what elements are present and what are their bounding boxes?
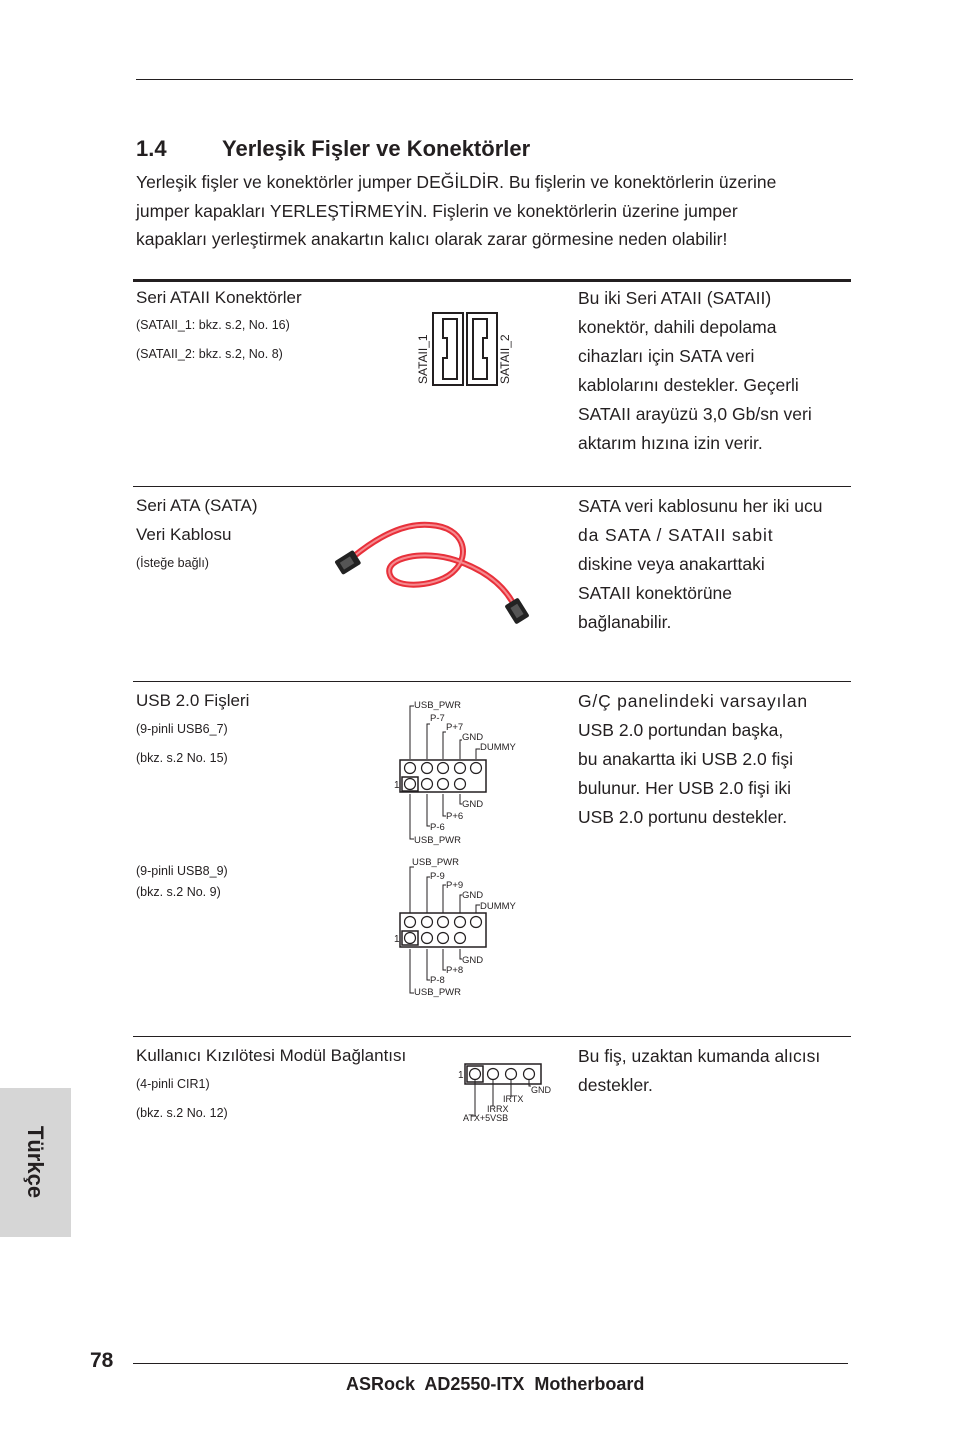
usb-note: (bkz. s.2 No. 9) bbox=[136, 885, 221, 899]
sata-connector-diagram bbox=[405, 310, 515, 390]
sata-note-2: (SATAII_2: bkz. s.2, No. 8) bbox=[136, 347, 283, 361]
language-tab bbox=[0, 1088, 71, 1237]
footer-rule bbox=[133, 1363, 848, 1364]
pin-label: IRRX bbox=[487, 1104, 509, 1114]
pin-label: IRTX bbox=[503, 1094, 524, 1104]
sata-title: Seri ATAII Konektörler bbox=[136, 288, 302, 307]
desc-line: SATAII konektörüne bbox=[578, 582, 733, 603]
pin-label: DUMMY bbox=[480, 901, 516, 912]
pin-label: DUMMY bbox=[480, 742, 516, 753]
cir-description bbox=[578, 1042, 853, 1100]
sataii-2-connector-icon bbox=[467, 313, 497, 385]
usb67-header-diagram bbox=[390, 694, 530, 849]
cable-title bbox=[136, 492, 258, 549]
row-divider bbox=[133, 681, 851, 682]
pin-label: USB_PWR bbox=[414, 700, 461, 711]
cir-note: (bkz. s.2 No. 12) bbox=[136, 1106, 228, 1120]
top-rule bbox=[136, 79, 853, 80]
desc-line: USB 2.0 portundan başka, bbox=[578, 719, 784, 740]
usb-title: USB 2.0 Fişleri bbox=[136, 691, 250, 710]
desc-line: USB 2.0 portunu destekler. bbox=[578, 806, 788, 827]
cir-title: Kullanıcı Kızılötesi Modül Bağlantısı bbox=[136, 1046, 407, 1065]
usb-note: (9-pinli USB8_9) bbox=[136, 864, 228, 878]
usb-note: (9-pinli USB6_7) bbox=[136, 722, 228, 736]
desc-line: konektör, dahili depolama bbox=[578, 316, 777, 337]
cir-header-diagram bbox=[455, 1060, 555, 1128]
page-number: 78 bbox=[90, 1349, 114, 1372]
cable-title-line: Veri Kablosu bbox=[136, 524, 232, 544]
sataii-1-connector-icon bbox=[433, 313, 463, 385]
intro-line: kapakları yerleştirmek anakartın kalıcı olarak zarar görmesine neden olabilir! bbox=[136, 229, 728, 250]
desc-line: bulunur. Her USB 2.0 fişi iki bbox=[578, 777, 792, 798]
pin-label: GND bbox=[462, 890, 484, 901]
pin-label: P+8 bbox=[446, 965, 464, 976]
usb-description bbox=[578, 687, 853, 832]
intro-line: jumper kapakları YERLEŞTİRMEYİN. Fişlerin ve konektörlerin üzerine jumper bbox=[136, 200, 738, 221]
pin-label: P-8 bbox=[430, 975, 445, 986]
intro-line: Yerleşik fişler ve konektörler jumper DEĞİLDİR. Bu fişlerin ve konektörlerin üzerine bbox=[136, 172, 777, 192]
row-divider bbox=[133, 1036, 851, 1037]
pin-label: P-6 bbox=[430, 822, 445, 833]
sata-note-1: (SATAII_1: bkz. s.2, No. 16) bbox=[136, 318, 290, 332]
pin-label: GND bbox=[462, 955, 484, 966]
pin-label: USB_PWR bbox=[414, 987, 461, 998]
pin-label: USB_PWR bbox=[412, 857, 459, 868]
pin-label: P+9 bbox=[446, 880, 464, 891]
table-top-rule bbox=[133, 279, 851, 282]
pin-1-marker: 1 bbox=[394, 934, 400, 945]
row-divider bbox=[133, 486, 851, 487]
cable-title-line: Seri ATA (SATA) bbox=[136, 496, 258, 515]
cable-wire bbox=[353, 525, 513, 603]
desc-line: SATA veri kablosunu her iki ucu bbox=[578, 496, 823, 516]
pin-label: USB_PWR bbox=[414, 835, 461, 846]
desc-line: kablolarını destekler. Geçerli bbox=[578, 374, 799, 395]
desc-line: cihazları için SATA veri bbox=[578, 345, 755, 366]
pin-label: P+6 bbox=[446, 811, 464, 822]
desc-line: da SATA / SATAII sabit bbox=[578, 524, 774, 545]
desc-line: Bu fiş, uzaktan kumanda alıcısı bbox=[578, 1046, 821, 1066]
pin-label: GND bbox=[462, 799, 484, 810]
usb-note: (bkz. s.2 No. 15) bbox=[136, 751, 228, 765]
usb89-header-diagram bbox=[390, 853, 530, 1003]
usb-pins bbox=[405, 917, 482, 944]
pin-label: P-9 bbox=[430, 871, 445, 882]
section-number: 1.4 bbox=[136, 136, 167, 161]
cable-plug-right-icon bbox=[504, 597, 529, 624]
pin-label: GND bbox=[462, 732, 484, 743]
sataii-1-label: SATAII_1 bbox=[416, 334, 430, 384]
intro-paragraph bbox=[136, 168, 856, 254]
desc-line: SATAII arayüzü 3,0 Gb/sn veri bbox=[578, 403, 812, 424]
pin-label: P+7 bbox=[446, 722, 464, 733]
desc-line: G/Ç panelindeki varsayılan bbox=[578, 691, 808, 711]
pin-1-marker: 1 bbox=[394, 780, 400, 791]
sataii-2-label: SATAII_2 bbox=[498, 334, 512, 384]
desc-line: diskine veya anakarttaki bbox=[578, 553, 765, 574]
cable-note: (İsteğe bağlı) bbox=[136, 556, 209, 570]
usb-pins bbox=[405, 763, 482, 790]
sata-description bbox=[578, 284, 853, 457]
pin-label: P-7 bbox=[430, 713, 445, 724]
pin-label: GND bbox=[531, 1085, 551, 1095]
pin-1-marker: 1 bbox=[458, 1070, 464, 1081]
pin-label: ATX+5VSB bbox=[463, 1113, 509, 1123]
desc-line: bu anakartta iki USB 2.0 fişi bbox=[578, 748, 793, 769]
language-tab-label: Türkçe bbox=[23, 1125, 48, 1199]
cable-description bbox=[578, 492, 853, 637]
section-title: Yerleşik Fişler ve Konektörler bbox=[222, 136, 531, 161]
desc-line: Bu iki Seri ATAII (SATAII) bbox=[578, 288, 772, 308]
desc-line: aktarım hızına izin verir. bbox=[578, 432, 763, 453]
footer-product: ASRock AD2550-ITX Motherboard bbox=[346, 1374, 645, 1394]
sata-cable-image bbox=[325, 515, 535, 630]
cir-note: (4-pinli CIR1) bbox=[136, 1077, 210, 1091]
desc-line: destekler. bbox=[578, 1074, 653, 1095]
desc-line: bağlanabilir. bbox=[578, 611, 672, 632]
